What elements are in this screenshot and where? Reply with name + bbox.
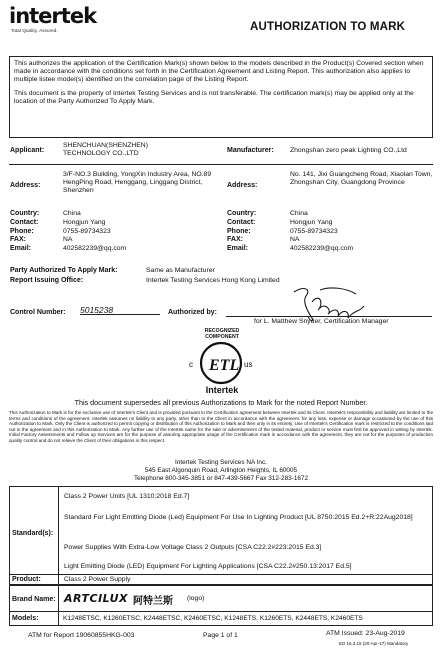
manufacturer-contact: Hongjun Yang <box>290 218 333 226</box>
fine-print: This Authorization to Mark is for the exclusive use of Intertek's Client and is provided pursuant to the Certification agreement between Intertek and its Client. Intertek's responsibility and liability are limited to the terms and conditions of the agreement. Intertek assumes no liability to any party, other than to the Client in accordance with the agreement, for any loss, expense or damage occasioned by the use of this Authorization to Mark. Only the Client is authorized to permit copying or distribution of this Authorization to Mark and then only in its entirety. Use of Intertek's Certification mark is restricted to the conditions laid out in the agreement and in this Authorization to Mark. Any further use of the Intertek name for the sale or advertisement of the tested material, product or service must first be approved in writing by Intertek. Initial Factory Assessments and Follow up Services are for the purpose of assuring appropriate usage of the Certification mark in accordance with the agreement, they are not for the purposes of production quality control and do not relieve the Client of their obligations in this respect. <box>9 410 433 443</box>
applicant-contact-labels <box>10 210 39 254</box>
manufacturer-email-label: Email: <box>227 245 249 253</box>
manufacturer-label: Manufacturer: <box>227 147 274 154</box>
manufacturer-address-label: Address: <box>227 182 258 189</box>
etl-mark-c: c <box>189 360 193 369</box>
standard-item: Light Emitting Diode (LED) Equipment For Lighting Applications [CSA C22.2#250.13:2017 Ed.5] <box>64 563 352 570</box>
footer-atm: ATM for Report 19060855HKG-003 <box>28 632 135 639</box>
manufacturer-contact-label: Contact: <box>227 218 256 226</box>
intro-paragraph-authorization: This authorizes the application of the Certification Mark(s) shown below to the models described in the Product(s) Covered section when made in accordance with the conditions set forth in the Certification Agreement and Listing Report. This authorization also applies to multiple listee model(s) identified on the correlation page of the Listing Report. <box>14 60 424 84</box>
control-number-label: Control Number: <box>10 309 66 316</box>
footer-form: ED 16.3.15 (20-Apr-17) Mandatory <box>339 641 409 646</box>
models-value: K1248ETSC, K1260ETSC, K2448ETSC, K2460ETSC, K1248ETS, K1260ETS, K2448ETS, K2460ETS <box>63 615 363 622</box>
manufacturer-contact-values <box>290 210 353 254</box>
logo-tagline: Total Quality. Assured. <box>11 28 58 33</box>
supersedes-note: This document supersedes all previous Authorizations to Mark for the noted Report Number. <box>74 398 368 407</box>
applicant-email: 402582239@qq.com <box>63 245 127 253</box>
applicant-contact: Hongjun Yang <box>63 218 106 226</box>
standard-item: Standard For Light Emitting Diode (Led) Equipment For Use In Lighting Product [UL 8750:2015 Ed.2+R:22Aug2018] <box>64 514 413 521</box>
recognized-component-caption <box>183 328 261 340</box>
product-divider <box>58 574 59 586</box>
brand-label: Brand Name: <box>12 596 56 603</box>
standard-item: Power Supplies With Extra-Low Voltage Class 2 Outputs [CSA C22.2#223:2015 Ed.3] <box>64 544 322 551</box>
manufacturer-fax-label: FAX: <box>227 236 243 244</box>
brand-logo-latin: ARTCILUX <box>64 592 128 605</box>
brand-divider <box>58 586 59 612</box>
recognized-text: RECOGNIZED <box>204 328 240 334</box>
applicant-fax: NA <box>63 236 73 244</box>
applicant-country: China <box>63 210 81 217</box>
models-divider <box>58 612 59 626</box>
authorized-by-label: Authorized by: <box>168 309 217 316</box>
manufacturer-name: Zhongshan zero peak Lighting CO.,Ltd <box>290 147 407 154</box>
applicant-phone-label: Phone: <box>10 227 34 235</box>
party-label: Party Authorized To Apply Mark: <box>10 267 118 274</box>
section-divider <box>9 164 433 165</box>
report-office: Intertek Testing Services Hong Kong Limited <box>146 277 280 284</box>
product-label: Product: <box>12 576 41 583</box>
footer-page: Page 1 of 1 <box>203 632 238 639</box>
standards-divider <box>58 486 59 585</box>
component-text: COMPONENT <box>205 334 239 340</box>
manufacturer-phone-label: Phone: <box>227 227 251 235</box>
applicant-phone: 0755-89734323 <box>63 227 111 235</box>
product-value: Class 2 Power Supply <box>64 576 131 583</box>
manufacturer-contact-labels <box>227 210 256 254</box>
intro-paragraph-property: This document is the property of Intertek Testing Services and is not transferable. The certification mark(s) may be applied only at the location of the Party Authorized To Apply Mark. <box>14 89 414 105</box>
intertek-street: 545 East Algonquin Road, Arlington Heights, IL 60005 <box>144 466 298 474</box>
intro-box <box>9 56 433 138</box>
intertek-phone: Telephone 800-345-3851 or 847-439-5667 Fax 312-283-1672 <box>133 474 309 482</box>
applicant-name: SHENCHUAN(SHENZHEN) TECHNOLOGY CO.,LTD <box>63 142 148 158</box>
intertek-logo: intertek <box>9 4 97 28</box>
footer-issued: ATM Issued: 23-Aug-2019 <box>326 630 405 637</box>
manufacturer-phone: 0755-89734323 <box>290 227 338 235</box>
signer-caption: for L. Matthew Snyder, Certification Manager <box>254 318 389 325</box>
applicant-contact-values <box>63 210 126 254</box>
manufacturer-fax: NA <box>290 236 300 244</box>
brand-suffix: (logo) <box>187 595 205 602</box>
document-title: AUTHORIZATION TO MARK <box>250 21 406 33</box>
etl-mark-icon <box>186 340 256 386</box>
applicant-address-label: Address: <box>10 182 41 189</box>
etl-mark-text: ETL <box>209 357 240 374</box>
party-value: Same as Manufacturer <box>146 267 215 274</box>
manufacturer-country-label: Country: <box>227 210 257 217</box>
intertek-address-block <box>9 459 433 482</box>
manufacturer-address: No. 141, Jixi Guangcheng Road, Xiaolan Town, Zhongshan City, Guangdong Province <box>290 171 433 187</box>
etl-mark-us: us <box>244 360 253 369</box>
applicant-email-label: Email: <box>10 245 32 253</box>
brand-logo-cjk: 阿特兰斯 <box>133 596 173 607</box>
intertek-company: Intertek Testing Services NA Inc. <box>175 459 267 466</box>
models-label: Models: <box>12 615 39 622</box>
applicant-label: Applicant: <box>10 147 45 154</box>
standards-label: Standard(s): <box>12 530 54 537</box>
applicant-address: 3/F-NO.3 Building, YongXin Industry Area, NO.89 HengPing Road, Henggang, Linggang District, Shenzhen <box>63 171 212 195</box>
report-office-label: Report Issuing Office: <box>10 277 84 284</box>
manufacturer-email: 402582239@qq.com <box>290 245 354 253</box>
manufacturer-country: China <box>290 210 308 217</box>
applicant-contact-label: Contact: <box>10 218 39 226</box>
applicant-country-label: Country: <box>10 210 40 217</box>
mark-brand: Intertek <box>205 385 239 395</box>
applicant-fax-label: FAX: <box>10 236 26 244</box>
standard-item: Class 2 Power Units [UL 1310:2018 Ed.7] <box>64 493 190 500</box>
control-number: 5015238 <box>80 306 160 315</box>
